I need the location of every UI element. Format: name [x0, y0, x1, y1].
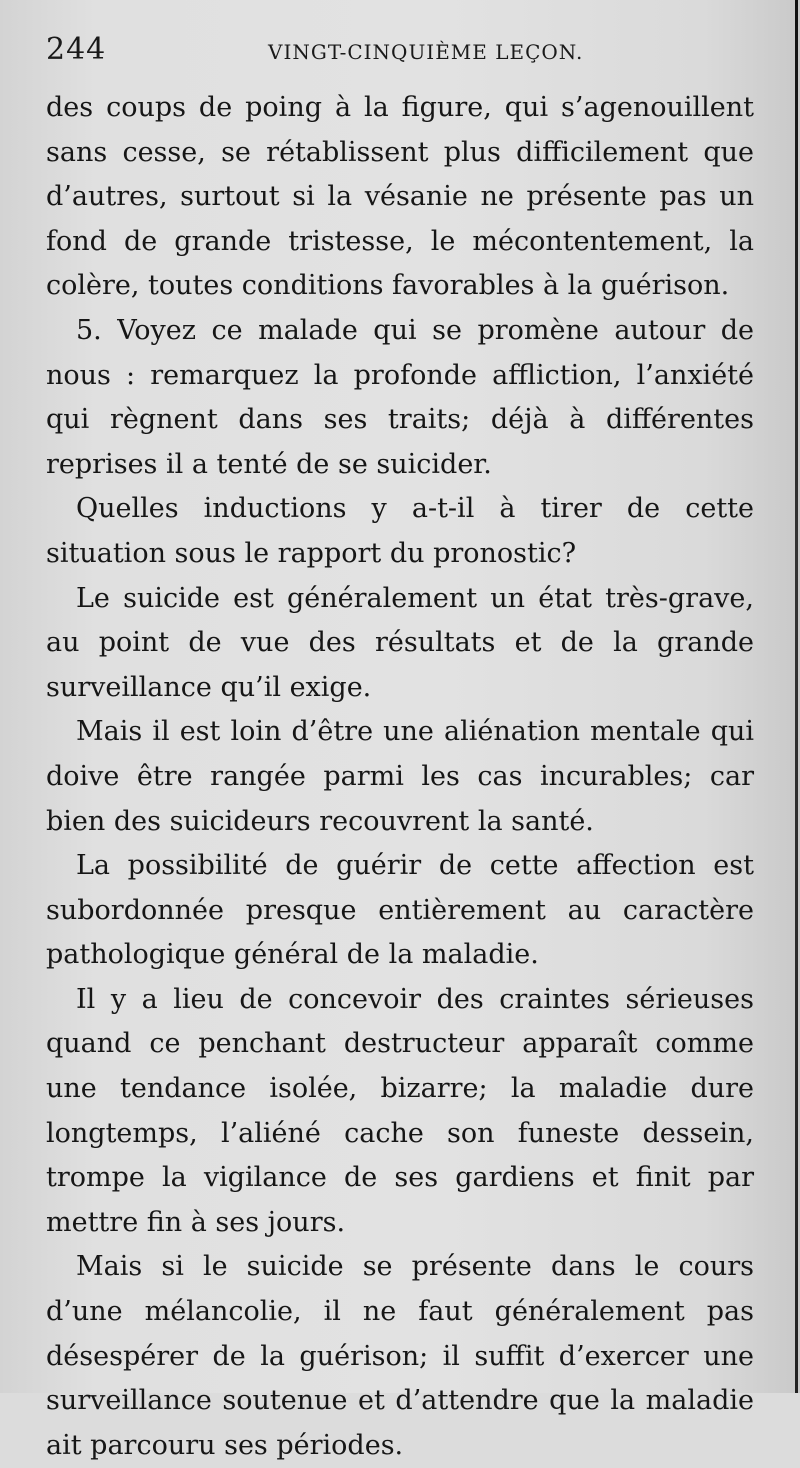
page-number: 244 [46, 32, 107, 67]
paragraph: Le suicide est généralement un état très-grave, au point de vue des résultats et de la grande surveillance qu’il exige. [46, 582, 754, 703]
running-title: VINGT-CINQUIÈME LEÇON. [268, 40, 584, 64]
page-header [46, 32, 746, 72]
paragraph: Quelles inductions y a-t-il à tirer de cette situation sous le rapport du pronostic? [46, 493, 754, 569]
paragraph: La possibilité de guérir de cette affection est subordonnée presque entièrement au caractère pathologique général de la maladie. [46, 850, 754, 971]
body-text [46, 86, 754, 1468]
paragraph: 5. Voyez ce malade qui se promène autour de nous : remarquez la profonde affliction, l’anxiété qui règnent dans ses traits; déjà à différentes reprises il a tenté de se suicider. [46, 314, 754, 480]
paragraph-continued: des coups de poing à la figure, qui s’agenouillent sans cesse, se rétablissent plus difficilement que d’autres, surtout si la vésanie ne présente pas un fond de grande tristesse, le mécontentement, la colère, toutes conditions favorables à la guérison. [46, 92, 754, 302]
paragraph: Mais il est loin d’être une aliénation mentale qui doive être rangée parmi les cas incurables; car bien des suicideurs recouvrent la santé. [46, 716, 754, 837]
paragraph: Il y a lieu de concevoir des craintes sérieuses quand ce penchant destructeur apparaît comme une tendance isolée, bizarre; la maladie dure longtemps, l’aliéné cache son funeste dessein, trompe la vigilance de ses gardiens et finit par mettre fin à ses jours. [46, 983, 754, 1238]
paragraph: Mais si le suicide se présente dans le cours d’une mélancolie, il ne faut généralement pas désespérer de la guérison; il suffit d’exercer une surveillance soutenue et d’attendre que la maladie ait parcouru ses périodes. [46, 1251, 754, 1461]
page-edge-shadow [795, 0, 798, 1393]
